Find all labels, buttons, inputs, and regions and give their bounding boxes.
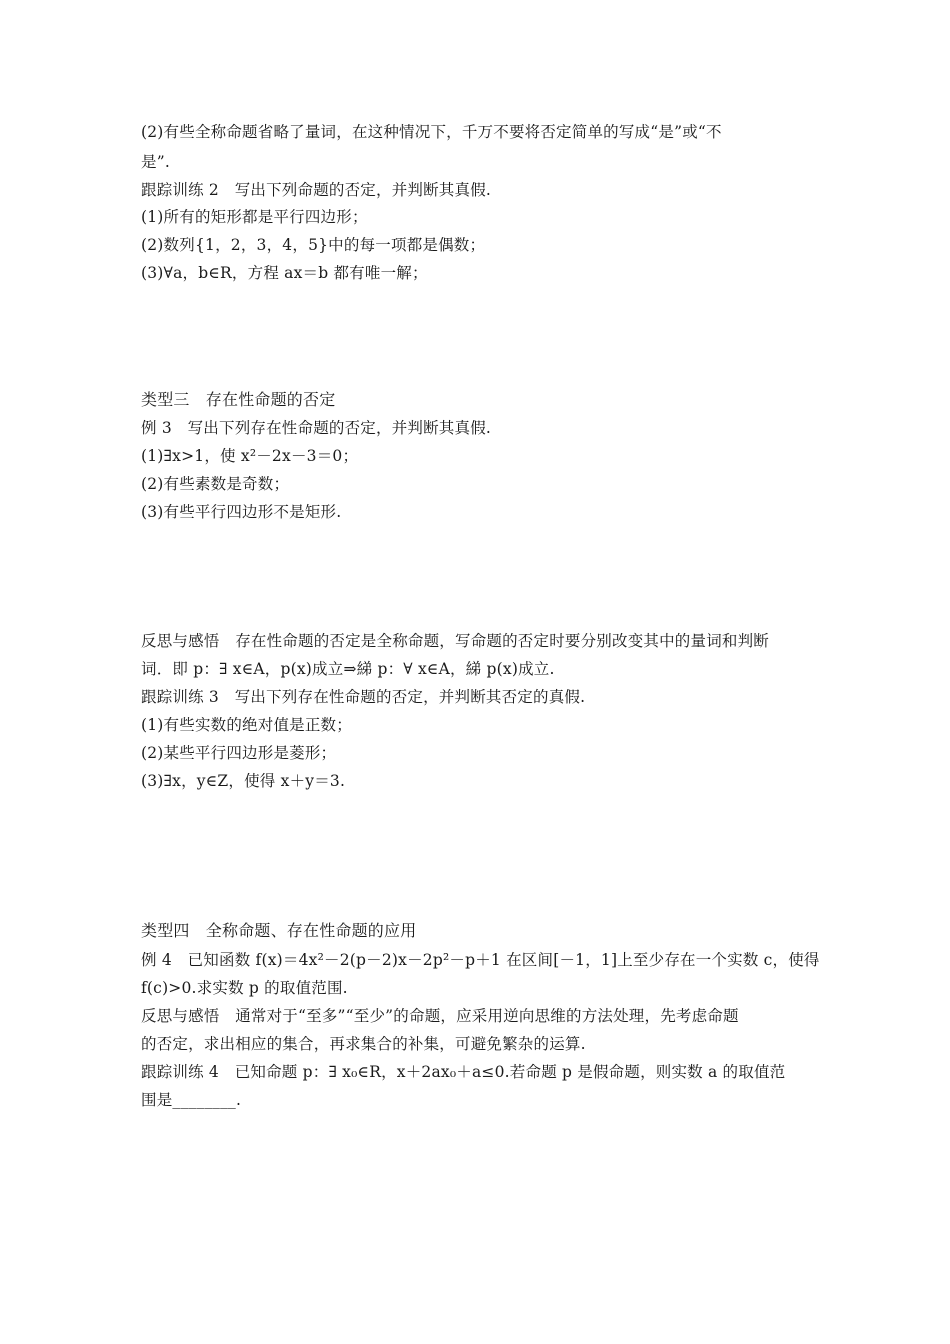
example-3-item-3: (3)有些平行四边形不是矩形. (141, 503, 342, 521)
reflection-4-line-1: 反思与感悟 通常对于“至多”“至少”的命题，应采用逆向思维的方法处理，先考虑命题 (141, 1007, 739, 1025)
exercise-3-item-1: (1)有些实数的绝对值是正数； (141, 716, 352, 734)
exercise-2-item-3: (3)∀a，b∈R，方程 ax＝b 都有唯一解； (141, 264, 428, 282)
exercise-4-line-2: 围是________. (141, 1091, 242, 1109)
reflection-3-line-2: 词．即 p：∃ x∈A，p(x)成立⇒綈 p：∀ x∈A，綈 p(x)成立. (141, 660, 555, 678)
exercise-3-item-3: (3)∃x，y∈Z，使得 x＋y＝3. (141, 772, 346, 790)
example-3-title: 例 3 写出下列存在性命题的否定，并判断其真假. (141, 419, 492, 437)
example-4-line-2: f(c)>0.求实数 p 的取值范围. (141, 979, 348, 997)
exercise-2-item-2: (2)数列{1，2，3，4，5}中的每一项都是偶数； (141, 236, 486, 254)
exercise-2-title: 跟踪训练 2 写出下列命题的否定，并判断其真假. (141, 181, 492, 199)
reflection-3-line-1: 反思与感悟 存在性命题的否定是全称命题，写命题的否定时要分别改变其中的量词和判断 (141, 632, 770, 650)
example-3-item-1: (1)∃x>1，使 x²－2x－3＝0； (141, 447, 359, 465)
exercise-3-item-2: (2)某些平行四边形是菱形； (141, 744, 337, 762)
note-2-line-2: 是”. (141, 153, 170, 171)
note-2-line-1: (2)有些全称命题省略了量词，在这种情况下，千万不要将否定简单的写成“是”或“不 (141, 123, 722, 141)
example-4-line-1: 例 4 已知函数 f(x)＝4x²－2(p－2)x－2p²－p＋1 在区间[－1，1]上至少存在一个实数 c，使得 (141, 951, 820, 969)
example-3-item-2: (2)有些素数是奇数； (141, 475, 290, 493)
exercise-3-title: 跟踪训练 3 写出下列存在性命题的否定，并判断其否定的真假. (141, 688, 586, 706)
section-type-3-heading: 类型三 存在性命题的否定 (141, 390, 336, 409)
exercise-4-line-1: 跟踪训练 4 已知命题 p：∃ x₀∈R，x＋2ax₀＋a≤0.若命题 p 是假命题，则实数 a 的取值范 (141, 1063, 786, 1081)
section-type-4-heading: 类型四 全称命题、存在性命题的应用 (141, 921, 417, 940)
reflection-4-line-2: 的否定，求出相应的集合，再求集合的补集，可避免繁杂的运算. (141, 1035, 586, 1053)
exercise-2-item-1: (1)所有的矩形都是平行四边形； (141, 208, 368, 226)
